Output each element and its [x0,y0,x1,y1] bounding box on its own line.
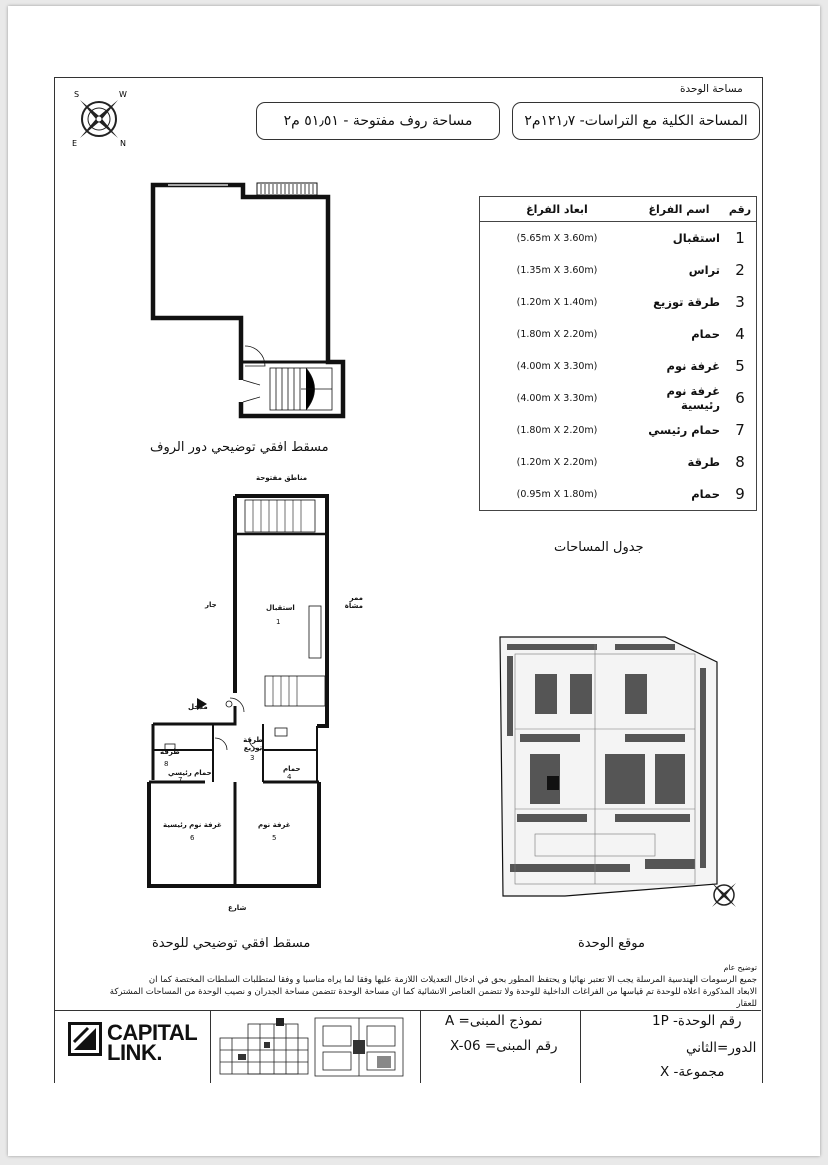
roof-plan-caption: مسقط افقي توضيحي دور الروف [150,440,329,455]
floor-level: الدور=الثاني [686,1040,757,1056]
unit-plan-caption: مسقط افقي توضيحي للوحدة [152,936,311,951]
dist-corridor-label: طرقة توزيع [243,736,263,752]
site-compass-icon [707,878,741,912]
capital-link-logo-icon [68,1022,102,1056]
table-row: 1 استقبال (5.65m X 3.60m) [516,229,745,247]
neighbor-label: جار [205,601,217,609]
open-areas-label: مناطق مفتوحة [256,474,308,482]
roof-plan-drawing [148,180,348,422]
table-row: 6 غرفة نوم رئيسية (4.00m X 3.30m) [516,384,745,412]
table-row: 7 حمام رئيسي (1.80m X 2.20m) [516,421,745,439]
master-bath-label: حمام رئيسي [168,769,212,777]
master-bedroom-label: غرفة نوم رئيسية [163,821,222,829]
total-area-box: المساحة الكلية مع التراسات- ١٢١٫٧م٢ [512,102,760,140]
logo-line-2: LINK. [107,1040,162,1065]
site-caption: موقع الوحدة [578,936,645,951]
compass-n: N [120,139,126,148]
compass-s: S [74,90,80,99]
table-row: 3 طرقة توزيع (1.20m X 1.40m) [516,293,745,311]
corridor-label: طرقة [160,748,180,756]
room-3-number: 3 [250,754,255,762]
areas-table-caption: جدول المساحات [554,540,644,555]
compass-e: E [72,139,78,148]
unit-area-label: مساحة الوحدة [680,83,743,95]
street-label: شارع [228,904,247,912]
room-7-number: 7 [178,776,183,784]
table-row: 8 طرقة (1.20m X 2.20m) [516,453,745,471]
table-row: 5 غرفة نوم (4.00m X 3.30m) [516,357,745,375]
room-6-number: 6 [190,834,195,842]
notes-title: توضيح عام [723,963,757,972]
bath-label: حمام [283,765,301,773]
roof-area-box: مساحة روف مفتوحة - ٥١٫٥١ م٢ [256,102,500,140]
general-notes [62,962,757,1010]
notes-line-3: للعقار [736,999,757,1009]
group-number: مجموعة- X [660,1064,725,1080]
bedroom-label: غرفة نوم [258,821,291,829]
areas-table [479,196,757,511]
building-elevation-thumbnail [218,1016,312,1078]
table-header-row [480,197,757,222]
table-row: 9 حمام (0.95m X 1.80m) [516,485,745,503]
building-plan-thumbnail [313,1016,405,1078]
walkway-label: ممر مشاة [344,594,363,610]
entrance-label: مدخل [188,703,208,711]
notes-line-2: الابعاد المذكورة اعلاه للوحدة تم قياسها من الفراغات الداخلية للوحدة ولا تتضمن العناصر الانشائية كما ان مساحة الوحدة تتضمن مساحة الجدران و نصيب الوحدة من المساحات المشتركة [109,987,757,997]
unit-number: رقم الوحدة- 1P [652,1013,742,1029]
notes-line-1: جميع الرسومات الهندسية المرسلة يجب الا تعتبر نهائيا و يحتفظ المطور بحق في ادخال التعديلات اللازمة عليها وفقا لما يراه مناسبا و وفقا لمتطلبات السلطات المختصة كما ان [148,975,757,985]
building-model: نموذج المبنى= A [445,1013,543,1029]
room-4-number: 4 [287,773,292,781]
unit-plan-drawing [145,488,355,893]
room-5-number: 5 [272,834,277,842]
header-dims: ابعاد الفراغ [480,197,635,222]
building-number: رقم المبنى= X-06 [450,1038,558,1054]
site-plan-drawing [495,634,725,919]
room-8-number: 8 [164,760,169,768]
header-num: رقم [724,197,757,222]
table-row: 4 حمام (1.80m X 2.20m) [516,325,745,343]
table-row: 2 تراس (1.35m X 3.60m) [516,261,745,279]
reception-label: استقبال [266,604,295,612]
room-1-number: 1 [276,618,281,626]
logo-line-1: CAPITAL [107,1020,198,1045]
header-name: اسم الفراغ [634,197,724,222]
compass-w: W [119,90,127,99]
compass-rose-icon [66,86,132,152]
